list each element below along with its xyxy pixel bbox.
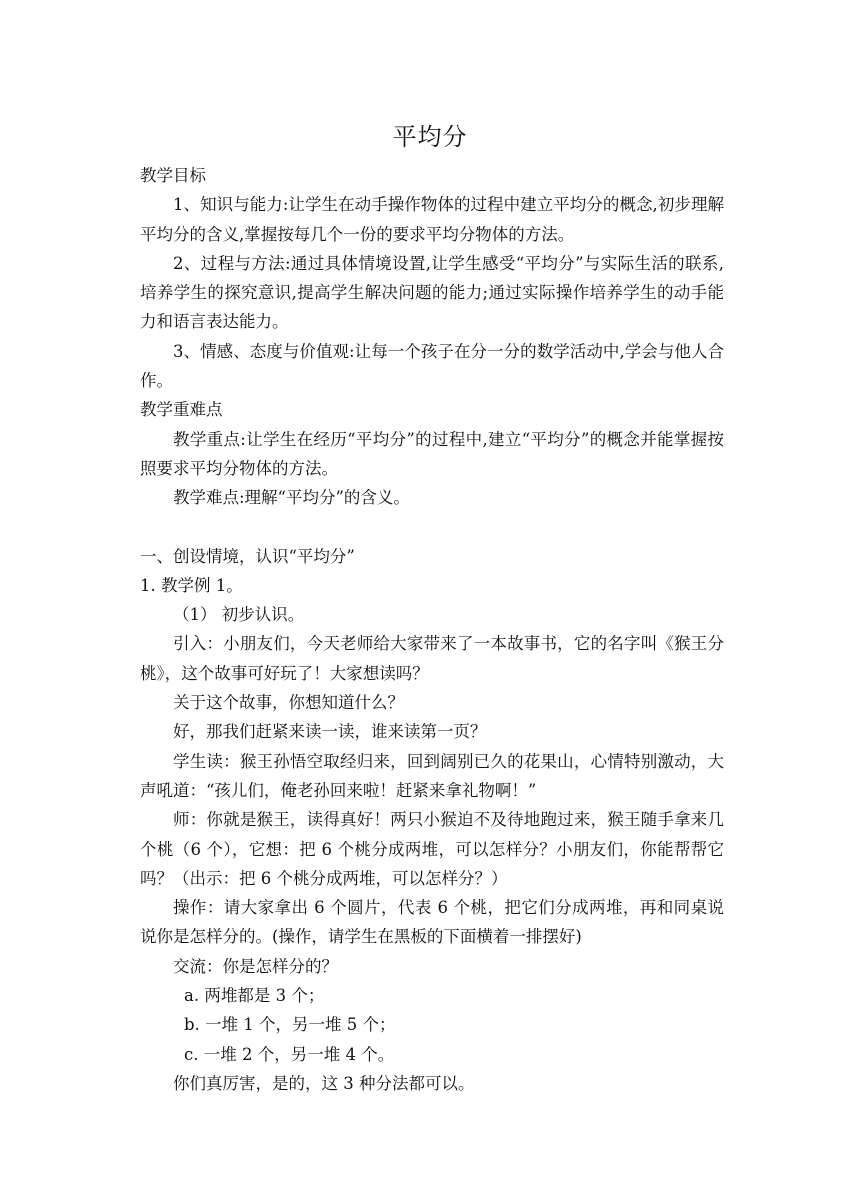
option-b: b. 一堆 1 个，另一堆 5 个； [184, 1015, 396, 1035]
question-paragraph-2: 好，那我们赶紧来读一读，谁来读第一页？ [173, 722, 487, 742]
exchange-paragraph: 交流：你是怎样分的？ [173, 956, 338, 976]
student-reading-paragraph: 学生读：猴王孙悟空取经归来，回到阔别已久的花果山，心情特别激动，大声吼道：“孩儿们，俺老孙回来啦！赶紧来拿礼物啊！” [140, 751, 724, 800]
operation-paragraph: 操作：请大家拿出 6 个圆片，代表 6 个桃，把它们分成两堆，再和同桌说说你是怎样分的。(操作，请学生在黑板的下面横着一排摆好) [140, 898, 724, 947]
objective-emotion-attitude: 3、情感、态度与价值观:让每一个孩子在分一分的数学活动中,学会与他人合作。 [140, 341, 724, 391]
blank-line [140, 513, 724, 542]
document-title: 平均分 [392, 123, 468, 151]
document-body [140, 161, 724, 1098]
objective-knowledge-ability: 1、知识与能力:让学生在动手操作物体的过程中建立平均分的概念,初步理解平均分的含义,掌握按每几个一份的要求平均分物体的方法。 [140, 195, 724, 244]
teaching-difficulty: 教学难点:理解“平均分”的含义。 [173, 488, 410, 508]
question-paragraph-1: 关于这个故事，你想知道什么？ [173, 693, 404, 713]
teacher-paragraph: 师：你就是猴王，读得真好！两只小猴迫不及待地跑过来，猴王随手拿来几个桃（6 个），它想：把 6 个桃分成两堆，可以怎样分？小朋友们，你能帮帮它吗？（出示：把 6 个桃分成两堆，可以怎样分？） [140, 810, 724, 888]
sub-heading-initial-understanding: （1） 初步认识。 [173, 605, 305, 625]
option-c: c. 一堆 2 个，另一堆 4 个。 [184, 1044, 395, 1064]
teaching-key-point: 教学重点:让学生在经历“平均分”的过程中,建立“平均分”的概念并能掌握按照要求平均分物体的方法。 [140, 429, 724, 478]
objective-process-method: 2、过程与方法:通过具体情境设置,让学生感受“平均分”与实际生活的联系,培养学生的探究意识,提高学生解决问题的能力;通过实际操作培养学生的动手能力和语言表达能力。 [140, 253, 724, 332]
section-heading-objectives: 教学目标 [140, 166, 206, 185]
part-one-heading: 一、创设情境，认识“平均分” [140, 546, 355, 566]
intro-paragraph: 引入：小朋友们，今天老师给大家带来了一本故事书，它的名字叫《猴王分桃》，这个故事可好玩了！大家想读吗？ [140, 634, 724, 683]
section-heading-key-points: 教学重难点 [140, 400, 223, 420]
conclusion-paragraph: 你们真厉害，是的，这 3 种分法都可以。 [173, 1073, 475, 1093]
option-a: a. 两堆都是 3 个； [184, 986, 325, 1006]
example-heading: 1. 教学例 1。 [140, 575, 243, 595]
